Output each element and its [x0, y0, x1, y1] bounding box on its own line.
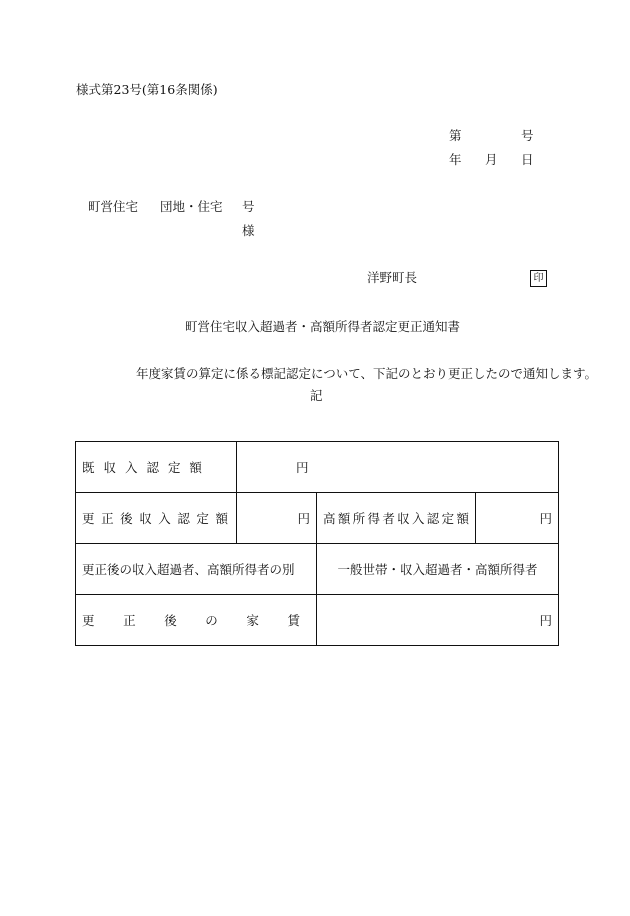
addressee-room: 号 — [242, 199, 255, 214]
value-high-income-certified: 円 — [476, 493, 559, 544]
value-corrected-income: 円 — [237, 493, 317, 544]
ki-heading: 記 — [310, 388, 323, 403]
value-previous-income: 円 — [237, 442, 559, 493]
value-corrected-rent: 円 — [317, 595, 559, 646]
value-classification: 一般世帯・収入超過者・高額所得者 — [317, 544, 559, 595]
document-title: 町営住宅収入超過者・高額所得者認定更正通知書 — [185, 319, 461, 334]
addressee-complex: 団地・住宅 — [160, 199, 223, 214]
label-corrected-income: 更 正 後 収 入 認 定 額 — [76, 493, 237, 544]
label-previous-income: 既 収 入 認 定 額 — [76, 442, 237, 493]
certification-table — [75, 441, 559, 646]
body-text: 年度家賃の算定に係る標記認定について、下記のとおり更正したので通知します。 — [136, 366, 598, 381]
date-year: 年 — [449, 152, 462, 167]
seal-mark: 印 — [530, 270, 547, 287]
table-row — [76, 544, 559, 595]
date-day: 日 — [521, 152, 534, 167]
doc-number-dai: 第 — [449, 128, 462, 143]
table-row — [76, 442, 559, 493]
doc-number-go: 号 — [521, 128, 534, 143]
table-row — [76, 493, 559, 544]
label-high-income-certified: 高 額 所 得 者 収 入 認 定 額 — [317, 493, 476, 544]
form-number: 様式第23号(第16条関係) — [76, 82, 218, 97]
sender-name: 洋野町長 — [367, 270, 418, 285]
label-corrected-rent: 更 正 後 の 家 賃 — [76, 595, 317, 646]
addressee-housing: 町営住宅 — [88, 199, 139, 214]
date-month: 月 — [485, 152, 498, 167]
label-classification: 更正後の収入超過者、高額所得者の別 — [76, 544, 317, 595]
addressee-honorific: 様 — [242, 223, 255, 238]
table-row — [76, 595, 559, 646]
